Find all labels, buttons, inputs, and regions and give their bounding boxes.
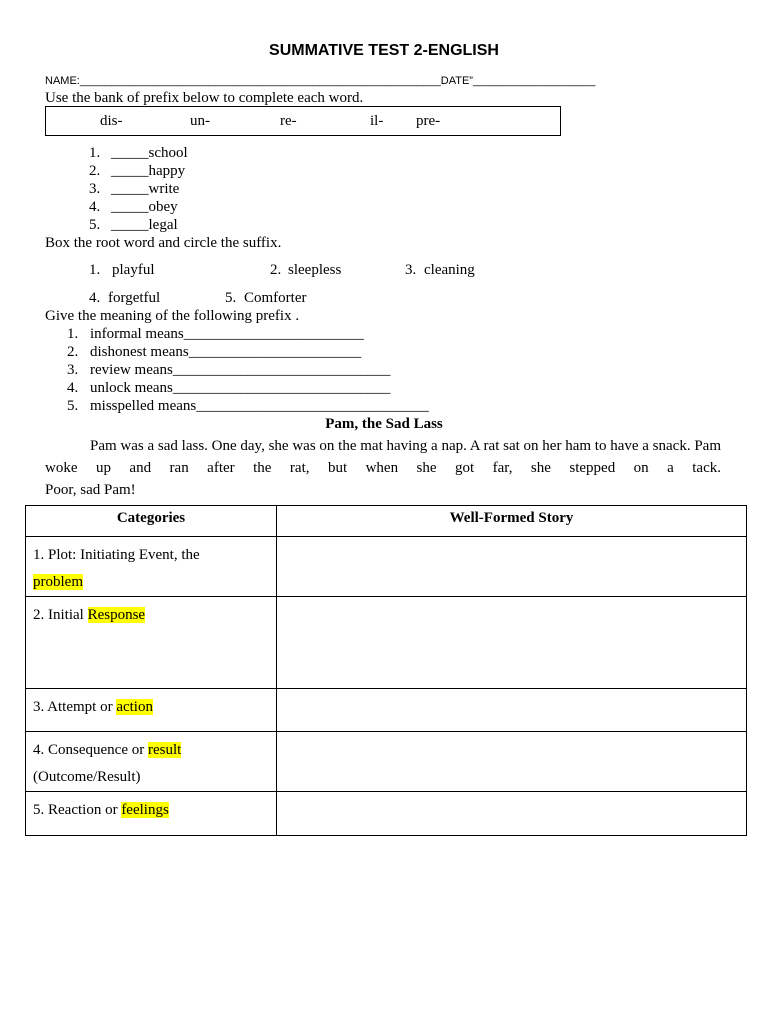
item-number: 2. bbox=[270, 262, 282, 278]
category-text: 1. Plot: Initiating Event, the bbox=[33, 547, 200, 563]
table-row bbox=[26, 732, 747, 792]
instruction-prefix-bank: Use the bank of prefix below to complete each word. bbox=[45, 90, 364, 106]
category-text: 4. Consequence or bbox=[33, 742, 145, 758]
category-keyword: feelings bbox=[121, 802, 169, 818]
item-number: 5. bbox=[225, 290, 237, 306]
item-number: 3. bbox=[67, 362, 79, 378]
story-closing: Poor, sad Pam! bbox=[45, 482, 136, 498]
item-text: sleepless bbox=[288, 262, 342, 278]
name-date-line: NAME:___________________________________________________________DATE”____________________ bbox=[45, 75, 596, 87]
category-cell bbox=[26, 732, 277, 792]
category-subtext: (Outcome/Result) bbox=[33, 769, 141, 785]
story-elements-table bbox=[25, 505, 747, 836]
prefix-un: un- bbox=[190, 113, 210, 129]
category-text: 5. Reaction or bbox=[33, 802, 118, 818]
prefix-dis: dis- bbox=[100, 113, 123, 129]
item-text: _____school bbox=[111, 145, 188, 161]
item-number: 1. bbox=[89, 262, 101, 278]
item-number: 4. bbox=[67, 380, 79, 396]
item-text: _____write bbox=[111, 181, 180, 197]
answer-cell[interactable] bbox=[277, 597, 747, 689]
answer-cell[interactable] bbox=[277, 732, 747, 792]
prefix-re: re- bbox=[280, 113, 297, 129]
item-number: 2. bbox=[67, 344, 79, 360]
item-text: review means_____________________________ bbox=[90, 362, 391, 378]
category-keyword: problem bbox=[33, 574, 83, 590]
answer-cell[interactable] bbox=[277, 537, 747, 597]
item-number: 4. bbox=[89, 290, 101, 306]
table-row bbox=[26, 537, 747, 597]
story-paragraph: Pam was a sad lass. One day, she was on the mat having a nap. A rat sat on her ham to have a snack. Pam woke up and ran after the rat, but when she got far, she stepped on a tack. bbox=[45, 438, 721, 476]
item-number: 3. bbox=[405, 262, 417, 278]
item-text: _____legal bbox=[111, 217, 178, 233]
table-row bbox=[26, 597, 747, 689]
item-number: 5. bbox=[67, 398, 79, 414]
item-text: _____happy bbox=[111, 163, 186, 179]
item-text: unlock means_____________________________ bbox=[90, 380, 391, 396]
item-text: forgetful bbox=[108, 290, 161, 306]
item-number: 1. bbox=[89, 145, 101, 161]
item-text: cleaning bbox=[424, 262, 475, 278]
instruction-prefix-meaning: Give the meaning of the following prefix . bbox=[45, 308, 300, 324]
page-title: SUMMATIVE TEST 2-ENGLISH bbox=[269, 42, 499, 59]
answer-cell[interactable] bbox=[277, 792, 747, 836]
item-text: dishonest means_______________________ bbox=[90, 344, 362, 360]
header-categories: Categories bbox=[26, 506, 277, 537]
item-text: playful bbox=[112, 262, 155, 278]
header-well-formed-story: Well-Formed Story bbox=[277, 506, 747, 537]
prefix-bank-box bbox=[45, 106, 561, 136]
item-number: 3. bbox=[89, 181, 101, 197]
instruction-root-suffix: Box the root word and circle the suffix. bbox=[45, 235, 282, 251]
category-keyword: action bbox=[116, 699, 153, 715]
story-title: Pam, the Sad Lass bbox=[325, 416, 443, 432]
table-header-row bbox=[26, 506, 747, 537]
item-number: 1. bbox=[67, 326, 79, 342]
category-cell bbox=[26, 537, 277, 597]
prefix-pre: pre- bbox=[416, 113, 441, 129]
item-text: informal means________________________ bbox=[90, 326, 364, 342]
category-cell bbox=[26, 689, 277, 732]
item-text: Comforter bbox=[244, 290, 307, 306]
item-number: 4. bbox=[89, 199, 101, 215]
category-keyword: result bbox=[147, 742, 182, 758]
answer-cell[interactable] bbox=[277, 689, 747, 732]
item-text: misspelled means_______________________________ bbox=[90, 398, 429, 414]
item-text: _____obey bbox=[111, 199, 178, 215]
item-number: 2. bbox=[89, 163, 101, 179]
item-number: 5. bbox=[89, 217, 101, 233]
table-row bbox=[26, 792, 747, 836]
prefix-il: il- bbox=[370, 113, 384, 129]
category-cell bbox=[26, 597, 277, 689]
category-cell bbox=[26, 792, 277, 836]
category-text: 2. Initial bbox=[33, 607, 84, 623]
category-keyword: Response bbox=[87, 607, 146, 623]
category-text: 3. Attempt or bbox=[33, 699, 113, 715]
table-row bbox=[26, 689, 747, 732]
